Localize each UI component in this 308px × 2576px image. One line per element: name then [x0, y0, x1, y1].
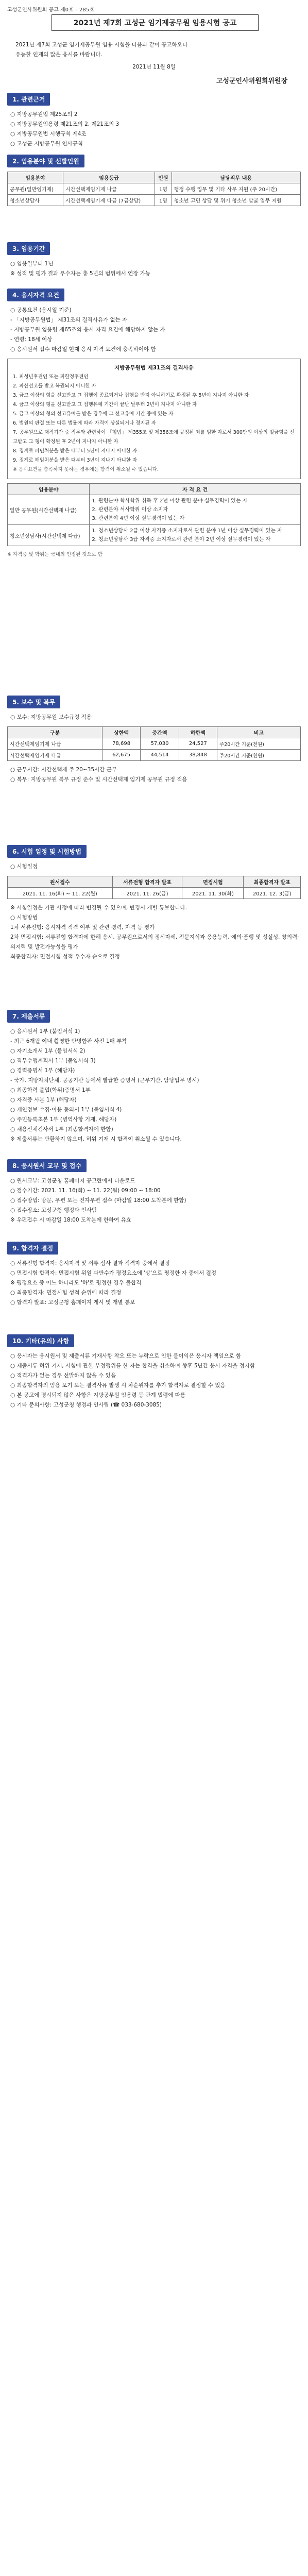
table-cell: 78,698 — [102, 738, 140, 750]
list-item: ○ 적격자가 없는 경우 선발하지 않을 수 있음 — [10, 1372, 116, 1379]
section-application — [7, 1159, 301, 1225]
list-item: ○ 접수방법: 방문, 우편 또는 전자우편 접수 (마감일 18:00 도착분에 한함) — [10, 1197, 186, 1204]
section-pay — [7, 696, 301, 785]
table-cell: 시간선택제임기제 나급 — [8, 738, 102, 750]
list-item: ○ 최종합격자의 임용 포기 또는 결격사유 발생 시 차순위자를 추가 합격자로 결정할 수 있음 — [10, 1382, 226, 1388]
list-item: ○ 자격증 사본 1부 (해당자) — [10, 1097, 77, 1103]
table-cell: 청소년 고민 상담 및 위기 청소년 발굴 업무 지원 — [172, 195, 300, 206]
list-item: ○ 합격자 발표: 고성군청 홈페이지 게시 및 개별 통보 — [10, 1299, 135, 1306]
list-item: ○ 접수기간: 2021. 11. 16(화) ~ 11. 22(월) 09:00 ~ 18:00 — [10, 1188, 161, 1194]
table-cell: 일반 공무원(시간선택제 나급) — [8, 495, 90, 525]
table-header: 비고 — [217, 727, 301, 738]
table-cell: 주20시간 기준(천원) — [217, 750, 301, 761]
list-item: - 지방공무원 임용령 제65조의 응시 자격 요건에 해당하지 않는 자 — [10, 327, 165, 333]
section-heading: 9. 합격자 결정 — [7, 1242, 58, 1255]
page-title: 2021년 제7회 고성군 임기제공무원 임용시험 공고 — [52, 14, 259, 31]
table-cell: 청소년상담사(시간선택제 다급) — [8, 525, 90, 546]
table-header: 임용분야 — [8, 172, 63, 183]
section-selection — [7, 1242, 301, 1308]
positions-table — [7, 172, 301, 206]
section-heading: 2. 임용분야 및 선발인원 — [7, 155, 84, 167]
intro-line: 유능한 인재의 많은 응시를 바랍니다. — [15, 52, 102, 58]
section-positions — [7, 155, 301, 206]
section-documents — [7, 1010, 301, 1144]
list-item: 1차 서류전형: 응시자격 적격 여부 및 관련 경력, 자격 등 평가 — [10, 924, 155, 930]
list-item: ○ 고성군 지방공무원 인사규칙 — [10, 141, 83, 147]
table-header: 임용등급 — [63, 172, 155, 183]
table-cell: 24,527 — [179, 738, 217, 750]
list-item: ○ 원서교부: 고성군청 홈페이지 공고란에서 다운로드 — [10, 1178, 135, 1184]
list-item: ※ 우편접수 시 마감일 18:00 도착분에 한하여 유효 — [10, 1217, 131, 1223]
table-cell: 1. 청소년상담사 2급 이상 자격증 소지자로서 관련 분야 1년 이상 실무경력이 있는 자 2. 청소년상담사 3급 자격증 소지자로서 관련 분야 2년 이상 실무경력이 있는 자 — [90, 525, 301, 546]
table-row — [8, 888, 301, 899]
list-item: ○ 자기소개서 1부 (붙임서식 2) — [10, 1048, 85, 1054]
qualification-note: ※ 자격증 및 학위는 국내외 인정된 것으로 함 — [7, 552, 103, 557]
section-heading: 7. 제출서류 — [7, 1010, 50, 1023]
box-line: 7. 공무원으로 재직기간 중 직무와 관련하여 「형법」 제355조 및 제356조에 규정된 죄를 범한 자로서 300만원 이상의 벌금형을 선고받고 그 형이 확정된 후 2년이 지나지 아니한 자 — [13, 430, 295, 445]
list-item: ○ 제출서류 허위 기재, 시험에 관한 부정행위를 한 자는 합격을 취소하며 향후 5년간 응시 자격을 정지함 — [10, 1363, 255, 1369]
table-cell: 1명 — [155, 183, 172, 195]
box-line: 9. 징계로 해임처분을 받은 때부터 3년이 지나지 아니한 자 — [13, 457, 138, 463]
list-item: ○ 개인정보 수집·이용 동의서 1부 (붙임서식 4) — [10, 1107, 122, 1113]
list-item: ○ 최종합격자: 면접시험 성적 순위에 따라 결정 — [10, 1290, 122, 1296]
table-cell: 시간선택제임기제 다급 — [8, 750, 102, 761]
table-cell: 행정 수행 업무 및 기타 사무 지원 (주 20시간) — [172, 183, 300, 195]
pay-table — [7, 726, 301, 761]
box-line: 1. 피성년후견인 또는 피한정후견인 — [13, 374, 89, 380]
table-cell: 38,848 — [179, 750, 217, 761]
list-item: - 「지방공무원법」 제31조의 결격사유가 없는 자 — [10, 317, 128, 323]
table-cell: 시간선택제임기제 나급 — [63, 183, 155, 195]
list-item: ○ 본 공고에 명시되지 않은 사항은 지방공무원 임용령 등 관계 법령에 따름 — [10, 1392, 186, 1398]
list-item: ○ 지방공무원법 제25조의 2 — [10, 111, 78, 117]
table-row — [8, 525, 301, 546]
list-item: ○ 복무: 지방공무원 복무 규정 준수 및 시간선택제 임기제 공무원 규정 적용 — [10, 776, 187, 783]
list-item: ○ 시험방법 — [10, 914, 38, 921]
list-item: ○ 지방공무원임용령 제21조의 2, 제21조의 3 — [10, 121, 119, 127]
table-row — [8, 750, 301, 761]
table-header: 중간액 — [141, 727, 179, 738]
section-basis — [7, 93, 301, 149]
list-item: ○ 지방공무원법 시행규칙 제4조 — [10, 131, 87, 137]
list-item: ※ 시험일정은 기관 사정에 따라 변경될 수 있으며, 변경시 개별 통보합니다. — [10, 905, 187, 911]
table-cell: 1. 관련분야 학사학위 취득 후 2년 이상 관련 분야 실무경력이 있는 자 2. 관련분야 석사학위 이상 소지자 3. 관련분야 4년 이상 실무경력이 있는 자 — [90, 495, 301, 525]
table-cell: 공무원(일반임기제) — [8, 183, 63, 195]
list-item: ○ 응시원서 접수 마감일 현재 응시 자격 요건에 충족하여야 함 — [10, 346, 156, 352]
list-item: ○ 시험일정 — [10, 863, 38, 870]
table-header: 하한액 — [179, 727, 217, 738]
list-item: ○ 주민등록초본 1부 (병역사항 기재, 해당자) — [10, 1116, 117, 1123]
table-cell: 시간선택제임기제 다급 (7급상당) — [63, 195, 155, 206]
section-heading: 4. 응시자격 요건 — [7, 289, 64, 301]
list-item: ※ 성적 및 평가 결과 우수자는 총 5년의 범위에서 연장 가능 — [10, 270, 150, 277]
list-item: ○ 직무수행계획서 1부 (붙임서식 3) — [10, 1058, 96, 1064]
section-heading: 5. 보수 및 복무 — [7, 696, 60, 708]
list-item: - 국가, 지방자치단체, 공공기관 등에서 발급한 증명서 (근무기간, 담당업무 명시) — [10, 1077, 199, 1083]
box-line: 5. 금고 이상의 형의 선고유예를 받은 경우에 그 선고유예 기간 중에 있는 자 — [13, 411, 174, 417]
list-item: ○ 최종학력 졸업(학위)증명서 1부 — [10, 1087, 91, 1093]
table-header: 서류전형 합격자 발표 — [112, 876, 182, 888]
list-item: 최종합격자: 면접시험 성적 우수자 순으로 결정 — [10, 954, 120, 960]
table-header: 인원 — [155, 172, 172, 183]
box-line: 3. 금고 이상의 형을 선고받고 그 집행이 종료되거나 집행을 받지 아니하기로 확정된 후 5년이 지나지 아니한 자 — [13, 393, 249, 398]
list-item: ○ 경력증명서 1부 (해당자) — [10, 1067, 75, 1074]
section-heading: 3. 임용기간 — [7, 242, 50, 255]
list-item: ○ 응시원서 1부 (붙임서식 1) — [10, 1028, 80, 1035]
section-qualifications — [7, 289, 301, 557]
section-term — [7, 242, 301, 279]
section-notes — [7, 1334, 301, 1410]
list-item: ○ 응시자는 응시원서 및 제출서류 기재사항 착오 또는 누락으로 인한 불이익은 응시자 책임으로 함 — [10, 1353, 242, 1359]
table-cell: 2021. 11. 26(금) — [112, 888, 182, 899]
table-row — [8, 738, 301, 750]
table-row — [8, 195, 301, 206]
table-cell: 주20시간 기준(천원) — [217, 738, 301, 750]
table-header: 상한액 — [102, 727, 140, 738]
table-header: 담당직무 내용 — [172, 172, 300, 183]
section-heading: 8. 응시원서 교부 및 접수 — [7, 1159, 87, 1172]
box-line: 6. 법원의 판결 또는 다른 법률에 따라 자격이 상실되거나 정지된 자 — [13, 420, 156, 426]
table-header: 최종합격자 발표 — [244, 876, 301, 888]
section-heading: 6. 시험 일정 및 시험방법 — [7, 845, 87, 858]
list-item: ○ 서류전형 합격자: 응시자격 및 서류 심사 결과 적격자 중에서 결정 — [10, 1260, 170, 1266]
list-item: ※ 제출서류는 반환하지 않으며, 허위 기재 시 합격이 취소될 수 있습니다. — [10, 1136, 182, 1142]
table-cell: 1명 — [155, 195, 172, 206]
list-item: 2차 면접시험: 서류전형 합격자에 한해 응시, 공무원으로서의 정신자세, 전문지식과 응용능력, 예의·품행 및 성실성, 창의력·의지력 및 발전가능성을 평가 — [10, 934, 299, 950]
table-row — [8, 495, 301, 525]
table-row — [8, 183, 301, 195]
notice-number: 고성군인사위원회 공고 제0호 – 285호 — [7, 7, 94, 13]
organization-name: 고성군인사위원회위원장 — [216, 77, 287, 85]
table-header: 구분 — [8, 727, 102, 738]
table-header: 임용분야 — [8, 484, 90, 495]
box-line: 2. 파산선고를 받고 복권되지 아니한 자 — [13, 383, 96, 389]
table-cell: 62,675 — [102, 750, 140, 761]
list-item: ○ 접수장소: 고성군청 행정과 인사팀 — [10, 1207, 97, 1213]
table-header: 원서접수 — [8, 876, 113, 888]
section-heading: 1. 관련근거 — [7, 93, 50, 106]
list-item: ○ 기타 문의사항: 고성군청 행정과 인사팀 (☎ 033-680-3085) — [10, 1402, 162, 1408]
box-line: 8. 징계로 파면처분을 받은 때부터 5년이 지나지 아니한 자 — [13, 448, 138, 454]
table-cell: 2021. 12. 3(금) — [244, 888, 301, 899]
box-note: ※ 응시요건을 충족하지 못하는 경우에는 합격이 취소될 수 있습니다. — [13, 467, 159, 472]
list-item: ※ 평정요소 중 어느 하나라도 '하'로 평정한 경우 불합격 — [10, 1280, 142, 1286]
table-cell: 2021. 11. 30(화) — [182, 888, 244, 899]
table-cell: 2021. 11. 16(화) ~ 11. 22(월) — [8, 888, 113, 899]
schedule-table — [7, 876, 301, 899]
intro-text — [15, 40, 294, 60]
list-item: ○ 면접시험 합격자: 면접시험 위원 과반수가 평정요소에 '상'으로 평정한 자 중에서 결정 — [10, 1270, 217, 1276]
list-item: ○ 보수: 지방공무원 보수규정 적용 — [10, 714, 92, 720]
list-item: ○ 임용일부터 1년 — [10, 261, 54, 267]
section-heading: 10. 기타(유의) 사항 — [7, 1334, 74, 1347]
notice-date: 2021년 11월 8일 — [132, 64, 176, 70]
disqualification-box — [7, 359, 301, 479]
intro-line: 2021년 제7회 고성군 임기제공무원 임용 시험을 다음과 같이 공고하오니 — [15, 42, 187, 48]
table-cell: 청소년상담사 — [8, 195, 63, 206]
box-line: 4. 금고 이상의 형을 선고받고 그 집행유예 기간이 끝난 날부터 2년이 지나지 아니한 자 — [13, 402, 197, 408]
list-item: ○ 공통요건 (응시일 기준) — [10, 307, 72, 313]
box-title: 지방공무원법 제31조의 결격사유 — [114, 365, 194, 371]
table-cell: 44,514 — [141, 750, 179, 761]
qualification-table — [7, 483, 301, 546]
table-header: 자 격 요 건 — [90, 484, 301, 495]
list-item: - 최근 6개월 이내 촬영한 반명함판 사진 1매 부착 — [10, 1038, 127, 1044]
list-item: ○ 근무시간: 시간선택제 주 20~35시간 근무 — [10, 767, 117, 773]
section-schedule — [7, 845, 301, 962]
table-cell: 57,030 — [141, 738, 179, 750]
list-item: - 연령: 18세 이상 — [10, 336, 53, 343]
table-header: 면접시험 — [182, 876, 244, 888]
list-item: ○ 채용신체검사서 1부 (최종합격자에 한함) — [10, 1126, 113, 1132]
